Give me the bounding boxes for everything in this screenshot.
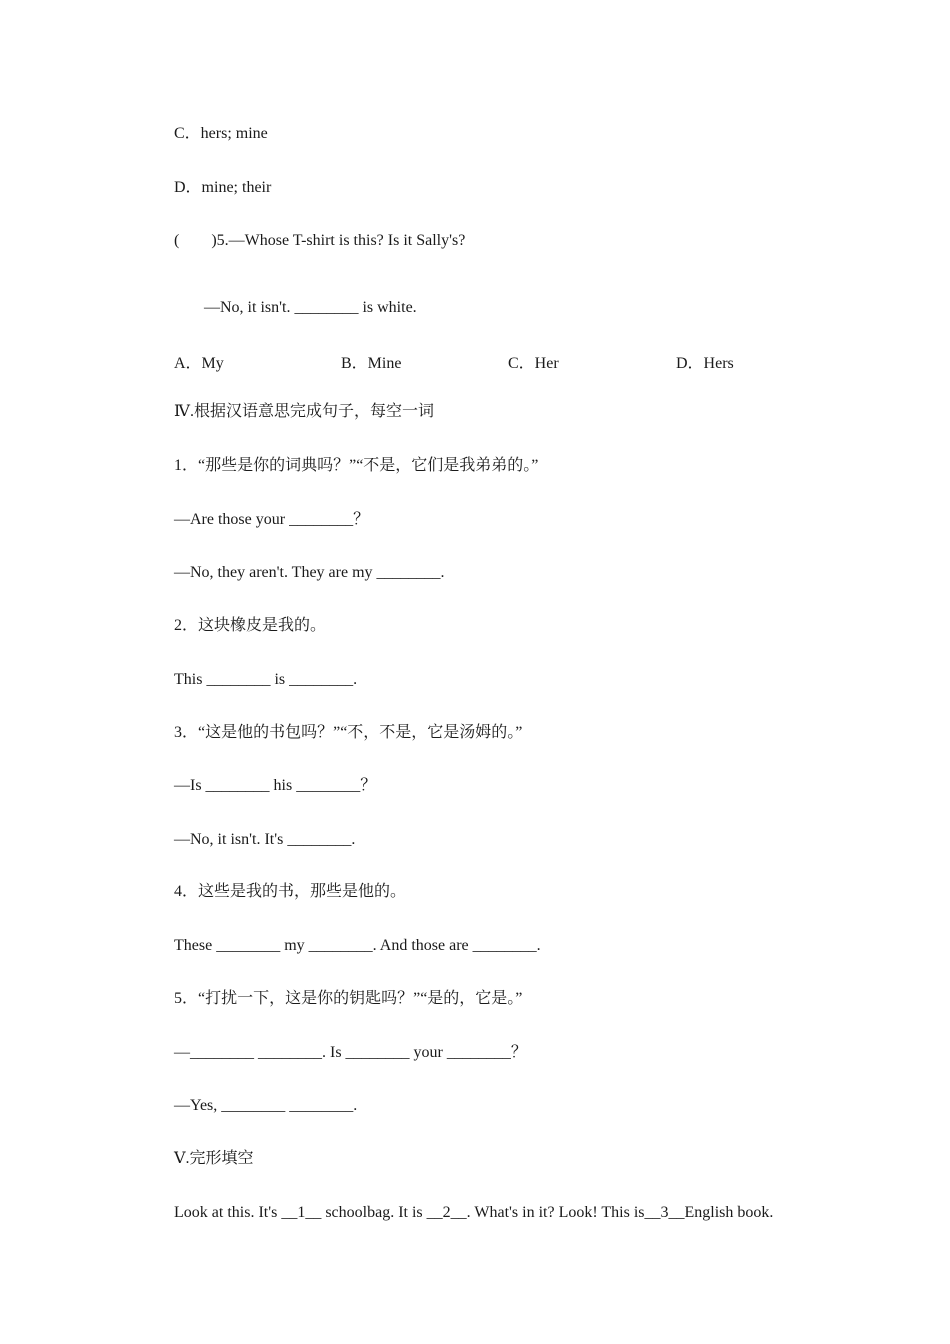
blank-3: __3__ xyxy=(644,1204,685,1221)
passage-text: schoolbag. It is xyxy=(321,1204,427,1221)
item-3-line-1: —Is ________ his ________？ xyxy=(174,777,377,794)
item-4-line-1: These ________ my ________. And those are ________. xyxy=(174,937,541,954)
question-5-reply: —No, it isn't. ________ is white. xyxy=(204,299,417,316)
item-5-chinese: 5．“打扰一下，这是你的钥匙吗？”“是的，它是。” xyxy=(174,990,523,1007)
passage-text: Look at this. It's xyxy=(174,1204,282,1221)
option-b: B．Mine xyxy=(341,355,402,372)
section-5-title: Ⅴ.完形填空 xyxy=(174,1150,254,1167)
option-a: A．My xyxy=(174,355,224,372)
item-1-line-1: —Are those your ________？ xyxy=(174,511,370,528)
blank-1: __1__ xyxy=(281,1204,322,1221)
item-4-chinese: 4．这些是我的书，那些是他的。 xyxy=(174,883,407,900)
item-2-chinese: 2．这块橡皮是我的。 xyxy=(174,617,327,634)
item-1-line-2: —No, they aren't. They are my ________. xyxy=(174,564,445,581)
passage-text: English book. xyxy=(684,1204,774,1221)
option-d: D．Hers xyxy=(676,355,734,372)
blank-2: __2__ xyxy=(426,1204,467,1221)
item-1-chinese: 1．“那些是你的词典吗？”“不是，它们是我弟弟的。” xyxy=(174,457,539,474)
item-5-line-2: —Yes, ________ ________. xyxy=(174,1097,358,1114)
option-c: C．Her xyxy=(508,355,559,372)
section-4-title: Ⅳ.根据汉语意思完成句子，每空一词 xyxy=(174,403,434,420)
item-5-line-1: —________ ________. Is ________ your ________？ xyxy=(174,1044,527,1061)
passage-text: . What's in it? Look! This is xyxy=(466,1204,645,1221)
item-3-line-2: —No, it isn't. It's ________. xyxy=(174,831,356,848)
option-c: C．hers; mine xyxy=(174,125,268,142)
item-3-chinese: 3．“这是他的书包吗？”“不，不是，它是汤姆的。” xyxy=(174,724,523,741)
item-2-line-1: This ________ is ________. xyxy=(174,671,358,688)
option-d: D．mine; their xyxy=(174,179,272,196)
cloze-passage xyxy=(174,1203,773,1223)
question-5-stem: ( )5.—Whose T-shirt is this? Is it Sally's? xyxy=(174,232,466,249)
